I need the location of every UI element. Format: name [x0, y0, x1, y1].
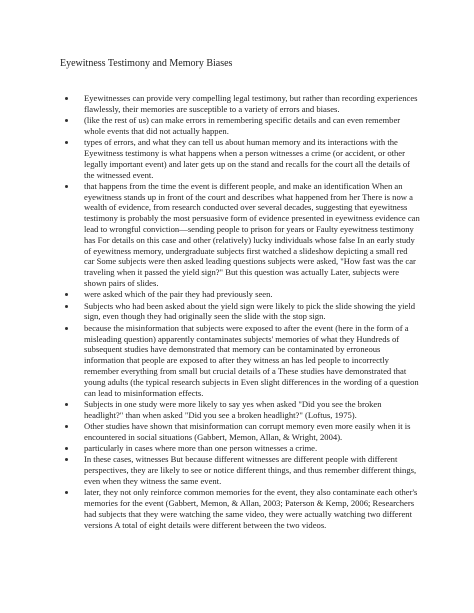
- bullet-dot-icon: [65, 491, 68, 494]
- bullet-dot-icon: [65, 293, 68, 296]
- bullet-text: particularly in cases where more than one person witnesses a crime.: [84, 443, 318, 453]
- bullet-item: [58, 93, 420, 115]
- bullet-item: [58, 289, 420, 300]
- bullet-dot-icon: [65, 327, 68, 330]
- bullet-text: types of errors, and what they can tell us about human memory and its interactions with the Eyewitness testimony is what happens when a person witnesses a crime (or accident, or other legally important event) and later gets up on the stand and recalls for the court all the details of the witnessed event.: [84, 137, 410, 180]
- bullet-item: [58, 137, 420, 180]
- bullet-dot-icon: [65, 447, 68, 450]
- bullet-item: [58, 421, 420, 443]
- bullet-item: [58, 454, 420, 486]
- bullet-text: later, they not only reinforce common memories for the event, they also contaminate each other's memories for the event (Gabbert, Memon, & Allan, 2003; Paterson & Kemp, 2006; Researchers had subjects that they were watching the same video, they were actually watching two different versions A total of eight details were different between the two videos.: [84, 487, 418, 530]
- bullet-text: Subjects who had been asked about the yield sign were likely to pick the slide showing the yield sign, even though they had originally seen the slide with the stop sign.: [84, 300, 416, 322]
- bullet-item: [58, 323, 420, 399]
- bullet-dot-icon: [65, 141, 68, 144]
- bullet-dot-icon: [65, 305, 68, 308]
- bullet-dot-icon: [65, 97, 68, 100]
- document-title: Eyewitness Testimony and Memory Biases: [60, 58, 233, 69]
- bullet-text: Subjects in one study were more likely to say yes when asked "Did you see the broken headlight?" than when asked "Did you see a broken headlight?" (Loftus, 1975).: [84, 398, 382, 420]
- bullet-text: Eyewitnesses can provide very compelling legal testimony, but rather than recording experiences flawlessly, their memories are susceptible to a variety of errors and biases.: [84, 93, 418, 114]
- bullet-dot-icon: [65, 185, 68, 188]
- bullet-text: Other studies have shown that misinformation can corrupt memory even more easily when it is encountered in social situations (Gabbert, Memon, Allan, & Wright, 2004).: [84, 420, 411, 442]
- bullet-item: [58, 115, 420, 137]
- bullet-dot-icon: [65, 403, 68, 406]
- bullet-text: (like the rest of us) can make errors in remembering specific details and can even remember whole events that did not actually happen.: [84, 115, 401, 136]
- bullet-list: [58, 93, 420, 531]
- bullet-text: were asked which of the pair they had previously seen.: [84, 289, 273, 300]
- bullet-item: [58, 487, 420, 530]
- bullet-item: [58, 301, 420, 323]
- bullet-text: In these cases, witnesses But because different witnesses are different people with different perspectives, they are likely to see or notice different things, and thus remember different things, even when they witness the same event.: [84, 454, 417, 486]
- bullet-item: [58, 181, 420, 289]
- bullet-text: because the misinformation that subjects were exposed to after the event (here in the form of a misleading question) apparently contaminates subjects' memories of what they Hundreds of subsequent studies have demonstrated that memory can be contaminated by erroneous information that people are exposed to after they witness an has led people to incorrectly remember everything from small but crucial details of a These studies have demonstrated that young adults (the typical research subjects in Even slight differences in the wording of a question can lead to misinformation effects.: [84, 322, 419, 398]
- bullet-dot-icon: [65, 425, 68, 428]
- bullet-dot-icon: [65, 458, 68, 461]
- bullet-dot-icon: [65, 119, 68, 122]
- bullet-text: that happens from the time the event is different people, and make an identification When an eyewitness stands up in front of the court and describes what happened from her There is now a wealth of evidence, from research conducted over several decades, suggesting that eyewitness testimony is probably the most persuasive form of evidence presented in eyewitness evidence can lead to wrongful conviction—sending people to prison for years or Faulty eyewitness testimony has For details on this case and other (relatively) lucky individuals whose false In an early study of eyewitness memory, undergraduate subjects first watched a slideshow depicting a small red car Some subjects were then asked leading questions subjects were asked, "How fast was the car traveling when it passed the yield sign?" But this question was actually Later, subjects were shown pairs of slides.: [84, 180, 420, 289]
- bullet-item: [58, 399, 420, 421]
- bullet-item: [58, 443, 420, 454]
